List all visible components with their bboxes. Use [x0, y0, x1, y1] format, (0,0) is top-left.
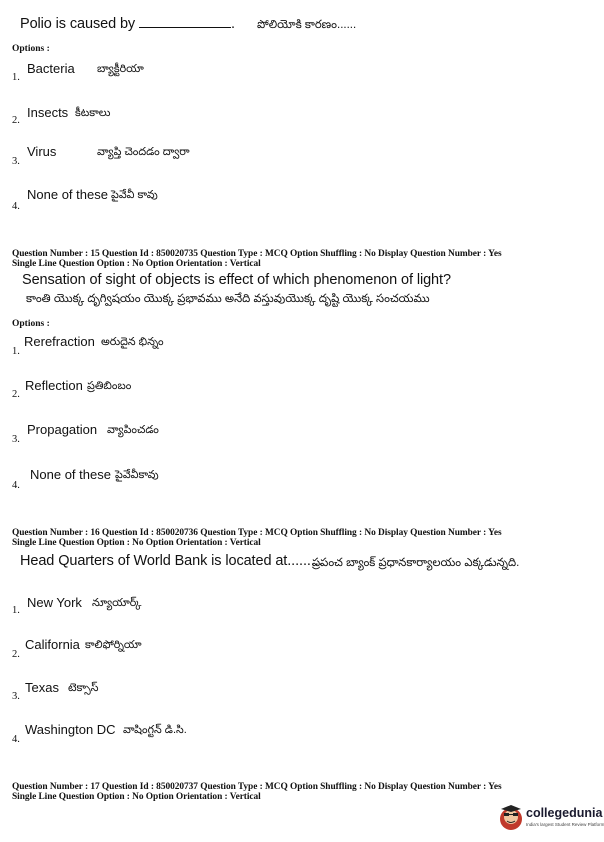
- logo-tagline: India's largest Student Review Platform: [526, 822, 604, 827]
- option-number: 1.: [12, 605, 20, 616]
- question-17-meta: Question Number : 17 Question Id : 850020737 Question Type : MCQ Option Shuffling : No Display Question Number : Yes: [12, 782, 502, 792]
- blank-period: .: [231, 16, 235, 32]
- option-number: 4.: [12, 734, 20, 745]
- question-17-meta-line2: Single Line Question Option : No Option Orientation : Vertical: [12, 792, 261, 802]
- option-number: 1.: [12, 72, 20, 83]
- option-number: 4.: [12, 480, 20, 491]
- logo-name: collegedunia: [526, 806, 603, 820]
- option-telugu: న్యూయార్క్: [92, 597, 142, 609]
- question-15-meta-line2: Single Line Question Option : No Option Orientation : Vertical: [12, 259, 261, 269]
- option-text: Insects: [27, 105, 69, 120]
- question-14-english: Polio is caused by: [20, 16, 136, 32]
- option-telugu: టెక్సాస్: [68, 682, 99, 694]
- question-15-text: Sensation of sight of objects is effect of which phenomenon of light?: [22, 272, 451, 288]
- question-14-text: [20, 15, 235, 32]
- answer-blank: [139, 15, 231, 28]
- option-telugu: అరుదైన భిన్నం: [101, 336, 164, 348]
- option-text: Rerefraction: [24, 334, 95, 349]
- options-label: Options :: [12, 319, 50, 329]
- option-number: 2.: [12, 389, 20, 400]
- option-number: 2.: [12, 115, 20, 126]
- option-number: 3.: [12, 156, 20, 167]
- question-16-text: Head Quarters of World Bank is located at.........: [20, 553, 323, 569]
- option-number: 1.: [12, 346, 20, 357]
- question-16-meta-line2: Single Line Question Option : No Option Orientation : Vertical: [12, 538, 261, 548]
- question-14-telugu: పోలియోకి కారణం......: [257, 19, 357, 31]
- mascot-icon: [498, 803, 524, 833]
- option-number: 2.: [12, 649, 20, 660]
- option-telugu: వ్యాప్తి చెందడం ద్వారా: [97, 146, 190, 158]
- question-16-telugu: ప్రపంచ బ్యాంక్ ప్రధానకార్యాలయం ఎక్కడున్నది.: [312, 557, 520, 569]
- option-text: Reflection: [25, 378, 83, 393]
- question-15-telugu: కాంతి యొక్క దృగ్విషయం యొక్క ప్రభావము అనేది వస్తువుయొక్క దృష్టి యొక్క సంచయము: [26, 293, 430, 305]
- option-number: 3.: [12, 434, 20, 445]
- option-telugu: ప్రతిబింబం: [87, 380, 132, 392]
- collegedunia-logo: [498, 803, 604, 833]
- option-telugu: కీటకాలు: [75, 107, 111, 119]
- option-text: Propagation: [27, 422, 98, 437]
- question-16-meta: Question Number : 16 Question Id : 850020736 Question Type : MCQ Option Shuffling : No Display Question Number : Yes: [12, 528, 502, 538]
- option-text: None of these: [30, 467, 111, 482]
- option-text: California: [25, 637, 80, 652]
- option-telugu: పైవేవీ కావు: [111, 189, 158, 201]
- option-text: Texas: [25, 680, 59, 695]
- option-text: Virus: [27, 144, 57, 159]
- option-telugu: బ్యాక్టీరియా: [97, 63, 144, 75]
- option-telugu: వ్యాపించడం: [107, 424, 159, 436]
- options-label: Options :: [12, 44, 50, 54]
- option-telugu: పైవేవీకావు: [115, 469, 159, 481]
- option-number: 4.: [12, 201, 20, 212]
- option-text: New York: [27, 595, 82, 610]
- option-telugu: వాషింగ్టన్ డి.సి.: [123, 724, 187, 736]
- option-text: Washington DC: [25, 722, 116, 737]
- option-text: None of these: [27, 187, 108, 202]
- option-text: Bacteria: [27, 61, 75, 76]
- option-number: 3.: [12, 691, 20, 702]
- question-15-meta: Question Number : 15 Question Id : 850020735 Question Type : MCQ Option Shuffling : No Display Question Number : Yes: [12, 249, 502, 259]
- option-telugu: కాలిఫోర్నియా: [85, 639, 142, 651]
